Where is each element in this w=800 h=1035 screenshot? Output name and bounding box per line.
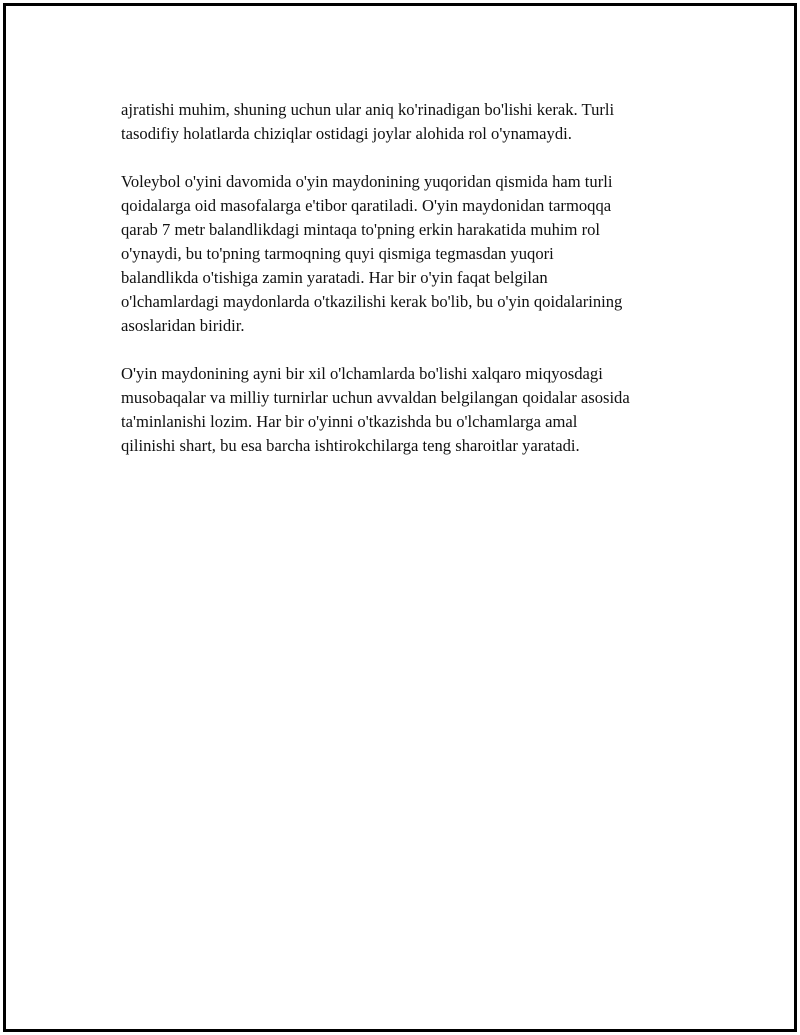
page-frame	[3, 3, 797, 1032]
text-line: O'yin maydonining ayni bir xil o'lchamlarda bo'lishi xalqaro miqyosdagi	[121, 364, 603, 383]
paragraph-3	[121, 362, 701, 458]
text-line: asoslaridan biridir.	[121, 316, 245, 335]
text-line: qilinishi shart, bu esa barcha ishtirokchilarga teng sharoitlar yaratadi.	[121, 436, 580, 455]
text-line: tasodifiy holatlarda chiziqlar ostidagi joylar alohida rol o'ynamaydi.	[121, 124, 572, 143]
paragraph-1	[121, 98, 701, 146]
document-body	[121, 98, 701, 482]
text-line: o'lchamlardagi maydonlarda o'tkazilishi kerak bo'lib, bu o'yin qoidalarining	[121, 292, 623, 311]
text-line: Voleybol o'yini davomida o'yin maydonining yuqoridan qismida ham turli	[121, 172, 613, 191]
paragraph-2	[121, 170, 701, 338]
text-line: ta'minlanishi lozim. Har bir o'yinni o'tkazishda bu o'lchamlarga amal	[121, 412, 578, 431]
text-line: musobaqalar va milliy turnirlar uchun avvaldan belgilangan qoidalar asosida	[121, 388, 630, 407]
text-line: ajratishi muhim, shuning uchun ular aniq ko'rinadigan bo'lishi kerak. Turli	[121, 100, 615, 119]
text-line: qoidalarga oid masofalarga e'tibor qaratiladi. O'yin maydonidan tarmoqqa	[121, 196, 612, 215]
text-line: balandlikda o'tishiga zamin yaratadi. Har bir o'yin faqat belgilan	[121, 268, 548, 287]
text-line: qarab 7 metr balandlikdagi mintaqa to'pning erkin harakatida muhim rol	[121, 220, 600, 239]
text-line: o'ynaydi, bu to'pning tarmoqning quyi qismiga tegmasdan yuqori	[121, 244, 554, 263]
